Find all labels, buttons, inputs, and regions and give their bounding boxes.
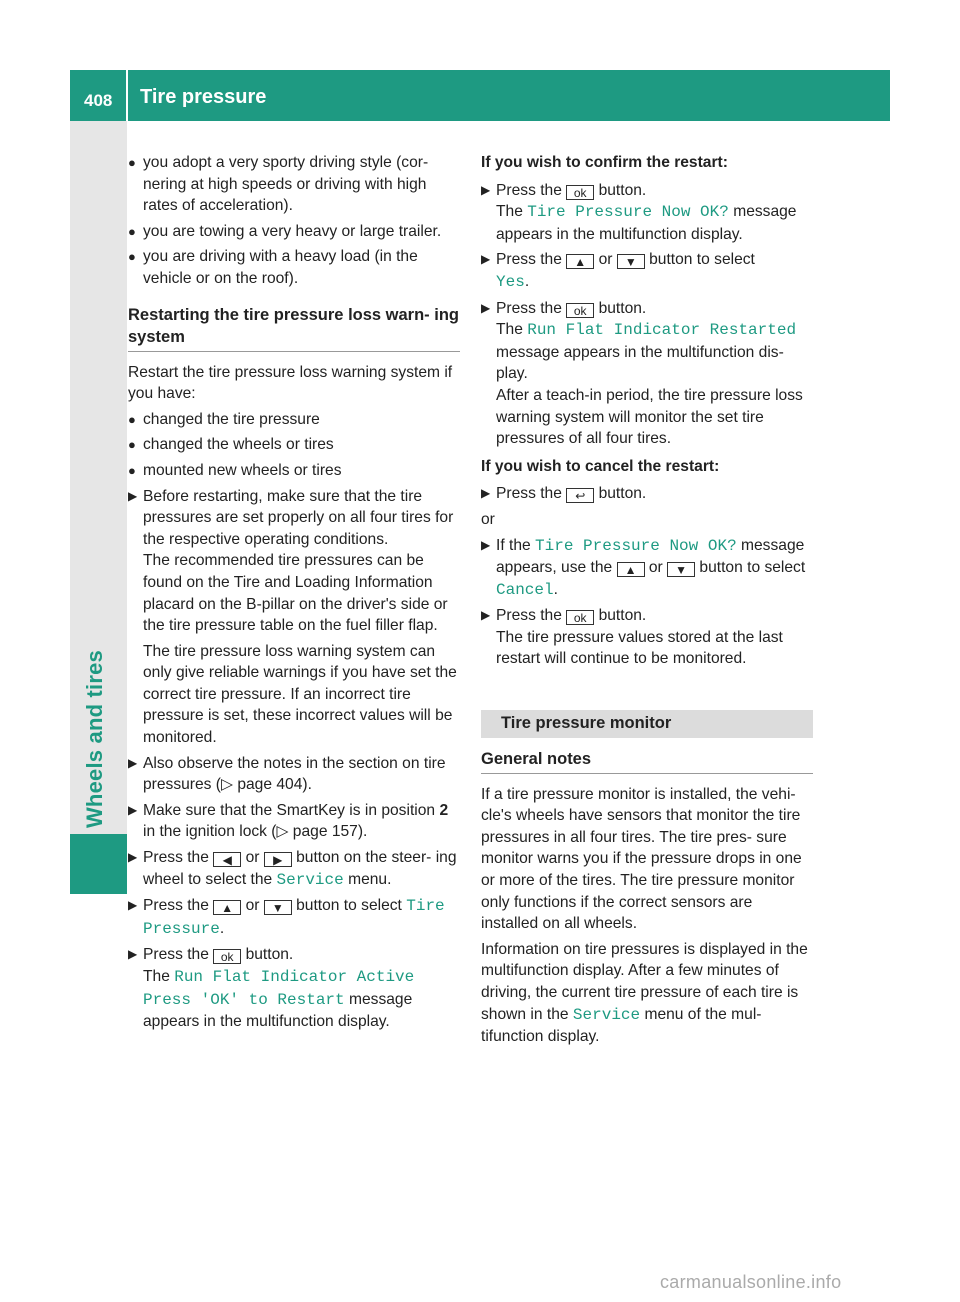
arrow-icon: ▶ <box>128 755 138 770</box>
page-header <box>70 70 890 121</box>
header-divider <box>126 70 128 121</box>
general-notes-heading: General notes <box>481 748 813 774</box>
step-item: ▶ Before restarting, make sure that the tire pressures are set properly on all four tires for the respective operating conditions. The recommended tire pressures can be found on the Tire and Loading Information placard on the B-pillar on the driver's side or the tire pressure table on the fuel filler flap. The tire pressure loss warning system can only give reliable warnings if you have set the correct tire pressure. If an incorrect tire pressure is set, these incorrect values will be monitored. <box>128 487 457 747</box>
up-key-icon: ▲ <box>617 562 645 577</box>
arrow-icon: ▶ <box>128 898 138 913</box>
display-code: Run Flat Indicator Restarted <box>527 321 797 340</box>
display-code: Service <box>572 1005 641 1024</box>
ok-key-icon: ok <box>566 610 594 625</box>
bullet-item: ● changed the tire pressure <box>128 409 460 431</box>
paragraph: Information on tire pressures is displayed in the multifunction display. After a few minutes of driving, the current tire pressure of each tire is shown in the Service menu of the mul- tifunction display. <box>481 940 808 1046</box>
bullet-item: ● changed the wheels or tires <box>128 434 460 456</box>
page-number: 408 <box>84 91 113 110</box>
bullet-icon: ● <box>128 249 136 265</box>
arrow-icon: ▶ <box>481 182 491 197</box>
down-key-icon: ▼ <box>617 254 645 269</box>
arrow-icon: ▶ <box>128 947 138 962</box>
arrow-icon: ▶ <box>481 608 491 623</box>
display-code: Tire Pressure <box>143 897 445 938</box>
chapter-marker <box>70 834 127 894</box>
arrow-icon: ▶ <box>481 537 491 552</box>
back-key-icon: ↩ <box>566 488 594 503</box>
bullet-icon: ● <box>128 437 136 453</box>
page-title: Tire pressure <box>140 86 267 108</box>
step-item: ▶ Press the ok button. The Run Flat Indicator Active Press 'OK' to Restart message appears in the multifunction display. <box>128 946 415 1031</box>
step-item: ▶ Press the ok button. The tire pressure values stored at the last restart will continue to be monitored. <box>481 607 783 668</box>
right-key-icon: ▶ <box>264 852 292 867</box>
bullet-item: ● you are driving with a heavy load (in the vehicle or on the roof). <box>128 248 418 287</box>
arrow-icon: ▶ <box>128 802 138 817</box>
bullet-icon: ● <box>128 223 136 239</box>
step-item: ▶ Press the ▲ or ▼ button to select Yes. <box>481 251 755 291</box>
chapter-label: Wheels and tires <box>82 649 107 828</box>
bullet-icon: ● <box>128 155 136 170</box>
confirm-heading: If you wish to confirm the restart: <box>481 154 728 171</box>
display-code: Service <box>276 870 344 889</box>
ok-key-icon: ok <box>566 303 594 318</box>
down-key-icon: ▼ <box>667 562 695 577</box>
page-reference[interactable]: ▷ page 157 <box>276 823 358 841</box>
step-item: ▶ If the Tire Pressure Now OK? message appears, use the ▲ or ▼ button to select Cancel. <box>481 536 806 599</box>
step-item: ▶ Press the ◀ or ▶ button on the steer- ing wheel to select the Service menu. <box>128 849 457 889</box>
section-heading: Restarting the tire pressure loss warn- ing system <box>128 304 460 352</box>
intro-text: Restart the tire pressure loss warning system if you have: <box>128 363 453 403</box>
display-code: Cancel <box>496 580 554 599</box>
arrow-icon: ▶ <box>128 850 138 865</box>
step-item: ▶ Press the ↩ button. <box>481 485 647 504</box>
watermark: carmanualsonline.info <box>660 1272 842 1292</box>
arrow-icon: ▶ <box>481 486 491 501</box>
display-code: Tire Pressure Now OK? <box>535 536 737 555</box>
step-item: ▶ Press the ▲ or ▼ button to select Tire Pressure. <box>128 897 445 938</box>
arrow-icon: ▶ <box>481 252 491 267</box>
left-column <box>128 152 460 1037</box>
step-item: ▶ Make sure that the SmartKey is in position 2 in the ignition lock (▷ page 157). <box>128 801 449 841</box>
or-text: or <box>481 510 495 528</box>
down-key-icon: ▼ <box>264 900 292 915</box>
display-code: Yes <box>496 272 525 291</box>
left-key-icon: ◀ <box>213 852 241 867</box>
arrow-icon: ▶ <box>481 300 491 315</box>
step-item: ▶ Press the ok button. The Tire Pressure Now OK? message appears in the multifunction display. <box>481 181 797 243</box>
bullet-item: ● you adopt a very sporty driving style (cor- nering at high speeds or driving with high rates of acceleration). <box>128 154 429 215</box>
page-reference[interactable]: ▷ page 404 <box>221 776 303 794</box>
step-item: ▶ Press the ok button. The Run Flat Indicator Restarted message appears in the multifunction dis- play. After a teach-in period, the tire pressure loss warning system will monitor the set tire pressures of all four tires. <box>481 299 803 448</box>
ok-key-icon: ok <box>566 185 594 200</box>
chapter-sidebar <box>70 121 127 834</box>
up-key-icon: ▲ <box>213 900 241 915</box>
bullet-icon: ● <box>128 411 136 427</box>
right-column <box>481 152 813 1052</box>
display-code: Run Flat Indicator Active Press 'OK' to Restart <box>143 968 415 1009</box>
bullet-item: ● mounted new wheels or tires <box>128 460 460 482</box>
cancel-heading: If you wish to cancel the restart: <box>481 457 720 475</box>
bullet-item: ● you are towing a very heavy or large trailer. <box>128 221 460 243</box>
paragraph: If a tire pressure monitor is installed, the vehi- cle's wheels have sensors that monitor the tire pressures in all four tires. The tire pres- sure monitor warns you if the pressure drops in one or more of the tires. The tire pressure monitor only functions if the correct sensors are installed on all wheels. <box>481 785 802 933</box>
bullet-icon: ● <box>128 462 136 478</box>
step-item: ▶ Also observe the notes in the section on tire pressures (▷ page 404). <box>128 754 446 794</box>
monitor-heading: Tire pressure monitor <box>481 710 813 738</box>
up-key-icon: ▲ <box>566 254 594 269</box>
display-code: Tire Pressure Now OK? <box>527 203 729 222</box>
arrow-icon: ▶ <box>128 488 138 503</box>
ok-key-icon: ok <box>213 949 241 964</box>
